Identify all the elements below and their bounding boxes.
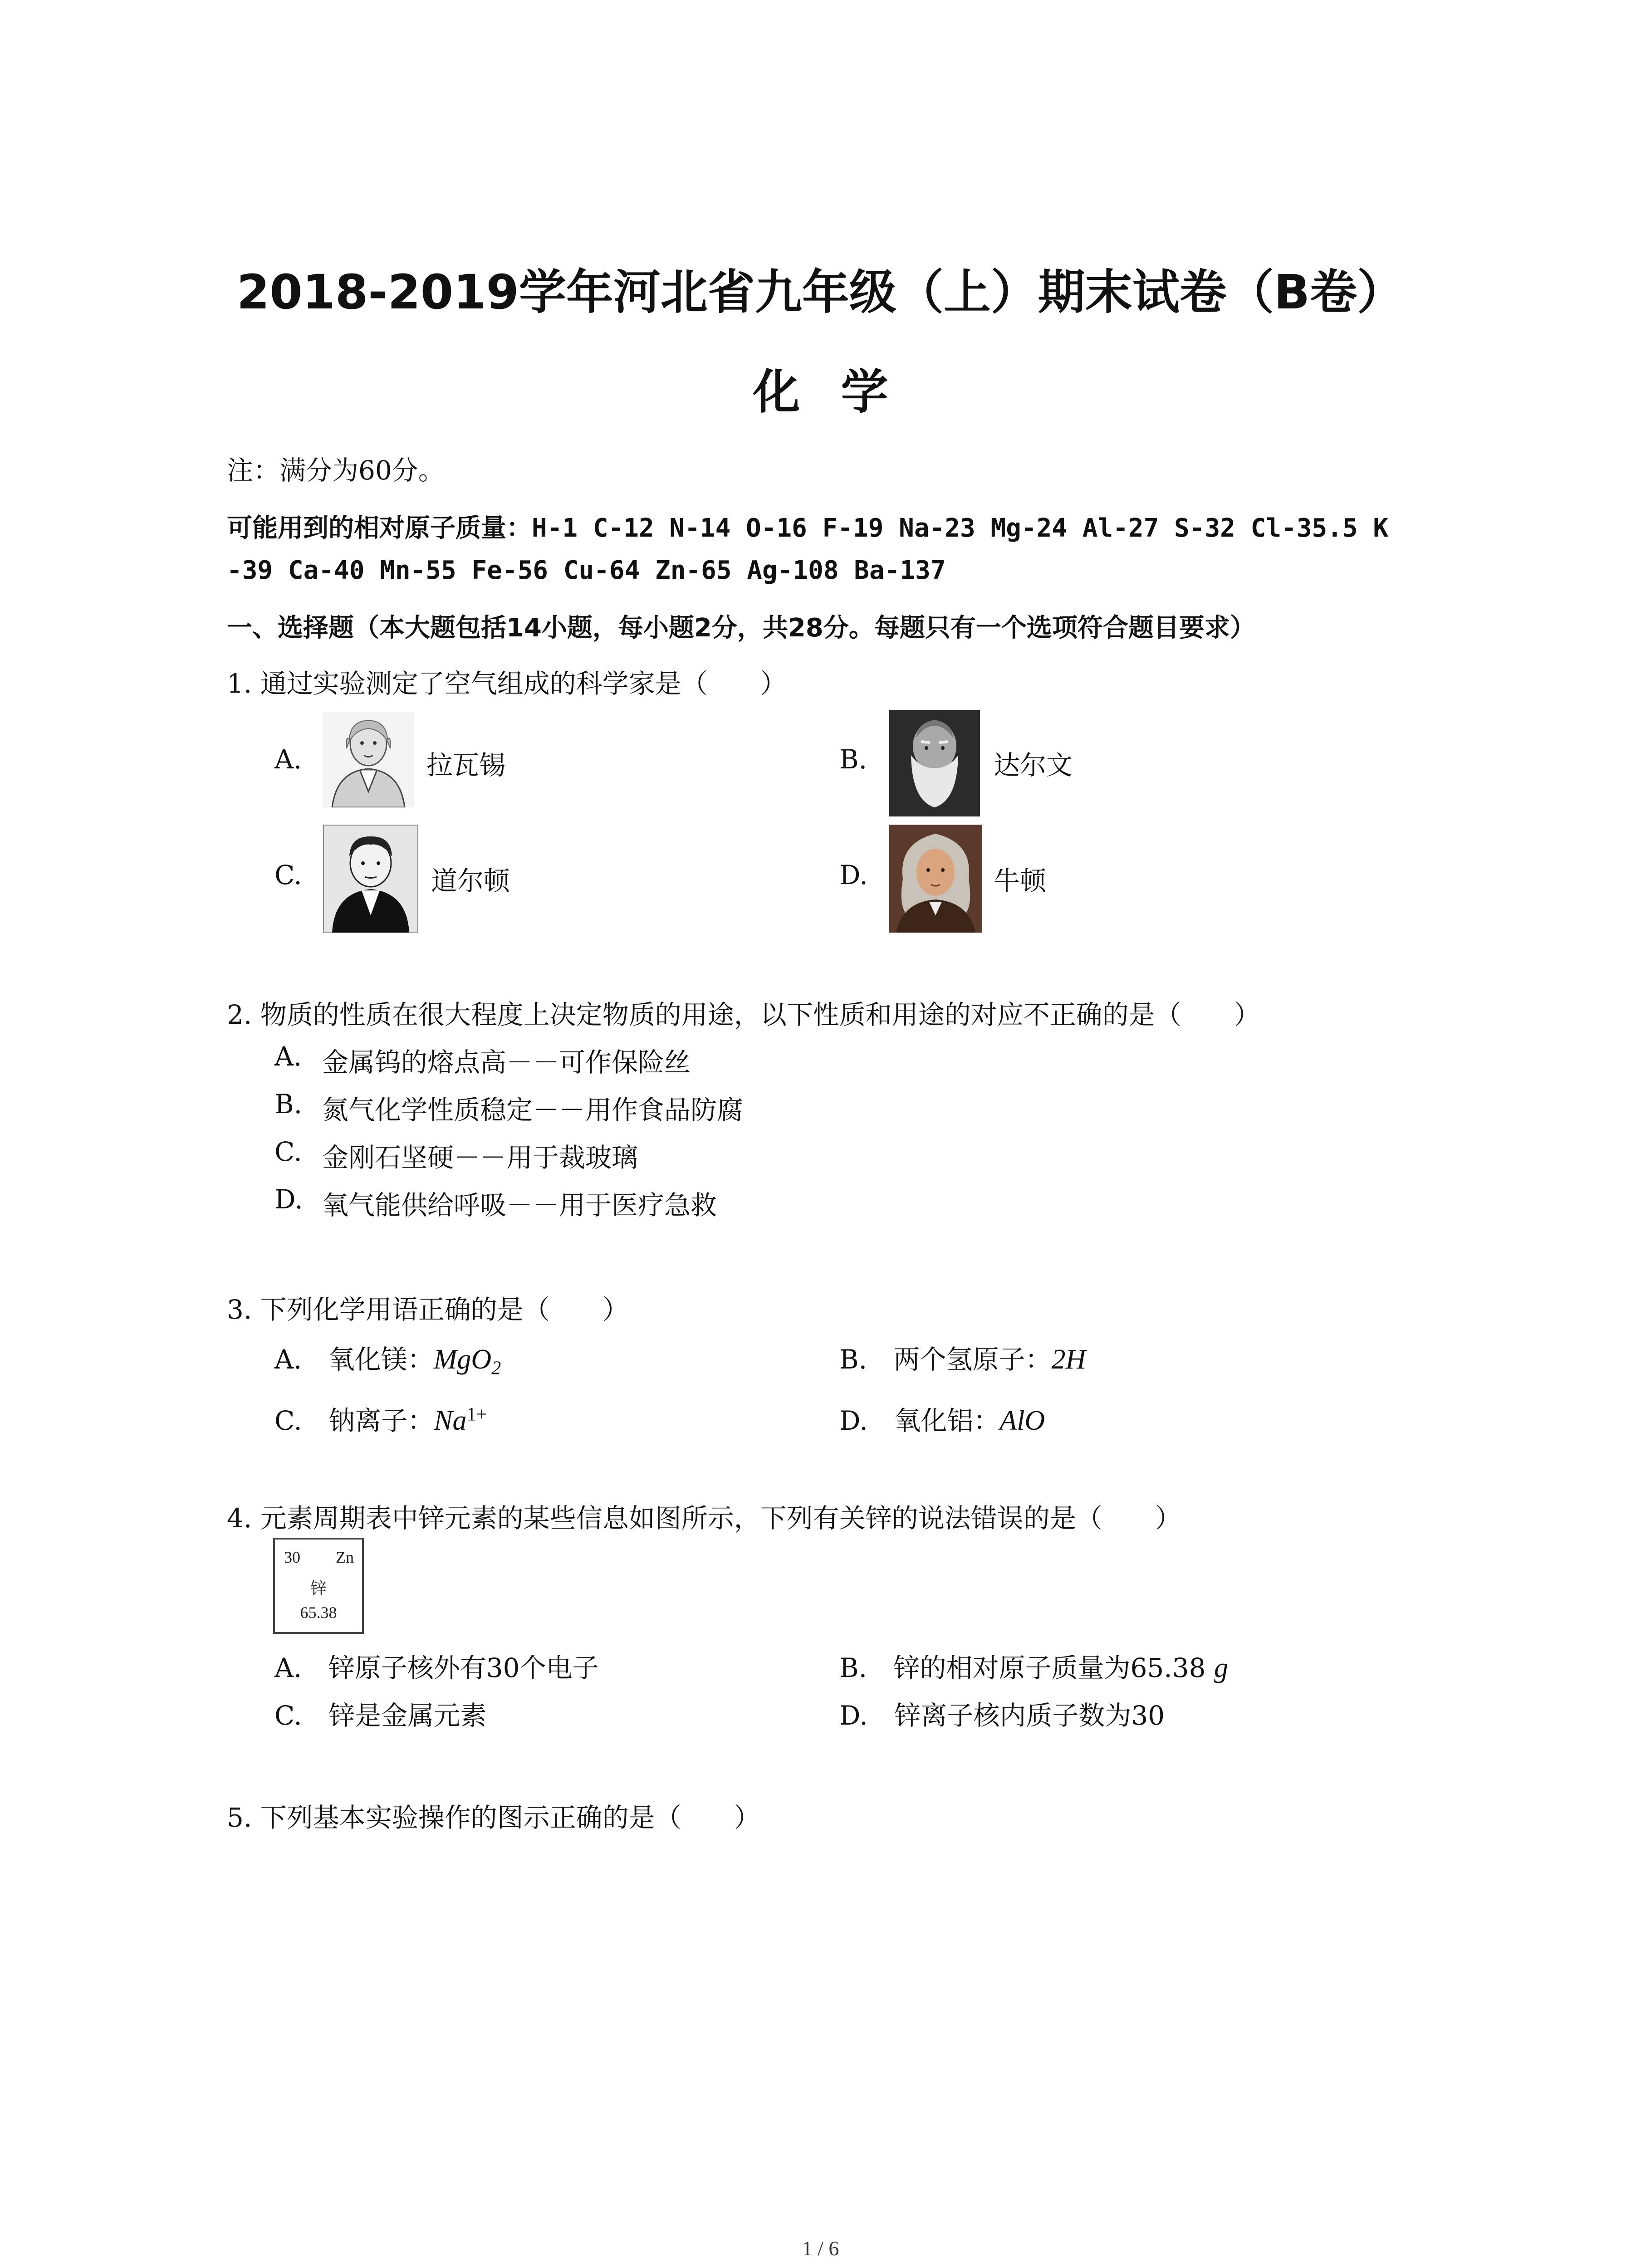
question-2-stem: 2. 物质的性质在很大程度上决定物质的用途，以下性质和用途的对应不正确的是（ ） <box>227 999 1260 1030</box>
element-card-name: 锌 <box>310 1579 327 1598</box>
q3-option-c-formula: Na <box>434 1405 467 1436</box>
question-3-stem: 3. 下列化学用语正确的是（ ） <box>227 1294 629 1325</box>
q1-option-c-text: 道尔顿 <box>431 865 510 896</box>
q3-option-d <box>839 1399 1045 1437</box>
question-4-stem: 4. 元素周期表中锌元素的某些信息如图所示，下列有关锌的说法错误的是（ ） <box>227 1503 1181 1534</box>
page-title: 2018-2019学年河北省九年级（上）期末试卷（B卷） <box>236 264 1405 320</box>
element-card-zinc <box>273 1538 364 1634</box>
q3-option-a <box>274 1338 501 1379</box>
element-card-mass: 65.38 <box>300 1603 337 1622</box>
portrait-lavoisier-icon <box>323 712 414 807</box>
atomic-masses-line-1: 可能用到的相对原子质量：H-1 C-12 N-14 O-16 F-19 Na-23 Mg-24 Al-27 S-32 Cl-35.5 K <box>227 513 1389 543</box>
q4-option-a-text: 锌原子核外有30个电子 <box>328 1652 599 1683</box>
q3-option-b-formula: 2H <box>1051 1344 1086 1375</box>
q3-option-a-formula: MgO <box>433 1344 492 1375</box>
portrait-dalton-icon <box>323 825 418 933</box>
q2-option-b-text: 氮气化学性质稳定－－用作食品防腐 <box>322 1095 744 1125</box>
q1-option-d-text: 牛顿 <box>994 865 1047 896</box>
q3-option-d-letter: D. <box>839 1405 868 1436</box>
q2-option-c-letter: C. <box>274 1136 302 1167</box>
q3-option-c <box>274 1399 487 1437</box>
q4-option-b <box>839 1647 1228 1685</box>
q2-option-c-text: 金刚石坚硬－－用于裁玻璃 <box>322 1142 638 1173</box>
q3-option-b-letter: B. <box>839 1344 867 1375</box>
q4-option-c-letter: C. <box>274 1700 302 1731</box>
portrait-darwin-icon <box>889 710 980 816</box>
q1-option-a-letter: A. <box>274 744 302 775</box>
q3-option-c-label: 钠离子： <box>328 1405 434 1436</box>
q4-option-a <box>274 1647 599 1685</box>
q4-option-b-text: 锌的相对原子质量为65.38 <box>893 1652 1206 1683</box>
q3-option-a-subscript: 2 <box>491 1358 501 1379</box>
element-card-number: 30 <box>284 1548 300 1566</box>
q3-option-b-label: 两个氢原子： <box>893 1344 1052 1375</box>
q1-option-d-letter: D. <box>839 860 868 890</box>
q2-option-d-letter: D. <box>274 1184 303 1215</box>
q3-option-d-label: 氧化铝： <box>894 1405 1000 1436</box>
question-1-stem: 1. 通过实验测定了空气组成的科学家是（ ） <box>227 668 787 699</box>
q4-option-d-letter: D. <box>839 1700 868 1731</box>
q2-option-a-letter: A. <box>274 1041 302 1072</box>
q4-option-b-unit: g <box>1214 1652 1228 1683</box>
q4-option-d <box>839 1694 1165 1732</box>
q4-option-a-letter: A. <box>274 1652 302 1683</box>
q3-option-c-superscript: 1+ <box>466 1404 487 1425</box>
atomic-masses-line-2: -39 Ca-40 Mn-55 Fe-56 Cu-64 Zn-65 Ag-108 Ba-137 <box>227 556 946 585</box>
q3-option-d-formula: AlO <box>999 1405 1045 1436</box>
element-card-symbol: Zn <box>336 1548 354 1566</box>
q1-option-a-text: 拉瓦锡 <box>426 750 506 781</box>
q1-option-b-text: 达尔文 <box>994 750 1073 781</box>
q3-option-c-letter: C. <box>274 1405 302 1436</box>
page-number: 1 / 6 <box>802 2237 839 2260</box>
q2-option-b-letter: B. <box>274 1089 303 1119</box>
q1-option-b-letter: B. <box>839 744 867 775</box>
question-5-stem: 5. 下列基本实验操作的图示正确的是（ ） <box>227 1802 760 1833</box>
q3-option-a-letter: A. <box>274 1344 302 1375</box>
q4-option-b-letter: B. <box>839 1652 867 1683</box>
score-note: 注：满分为60分。 <box>227 455 445 486</box>
q2-option-a-text: 金属钨的熔点高－－可作保险丝 <box>322 1047 691 1078</box>
q3-option-a-label: 氧化镁： <box>328 1344 434 1375</box>
q4-option-c-text: 锌是金属元素 <box>328 1700 487 1731</box>
q3-option-b <box>839 1338 1086 1376</box>
q4-option-d-text: 锌离子核内质子数为30 <box>894 1700 1165 1731</box>
q4-option-c <box>274 1694 486 1732</box>
portrait-newton-icon <box>889 825 982 933</box>
subject-title: 化学 <box>753 364 929 420</box>
q2-option-d-text: 氧气能供给呼吸－－用于医疗急救 <box>322 1190 717 1221</box>
section-heading: 一、选择题（本大题包括14小题，每小题2分，共28分。每题只有一个选项符合题目要求） <box>227 613 1255 643</box>
q1-option-c-letter: C. <box>274 860 302 890</box>
